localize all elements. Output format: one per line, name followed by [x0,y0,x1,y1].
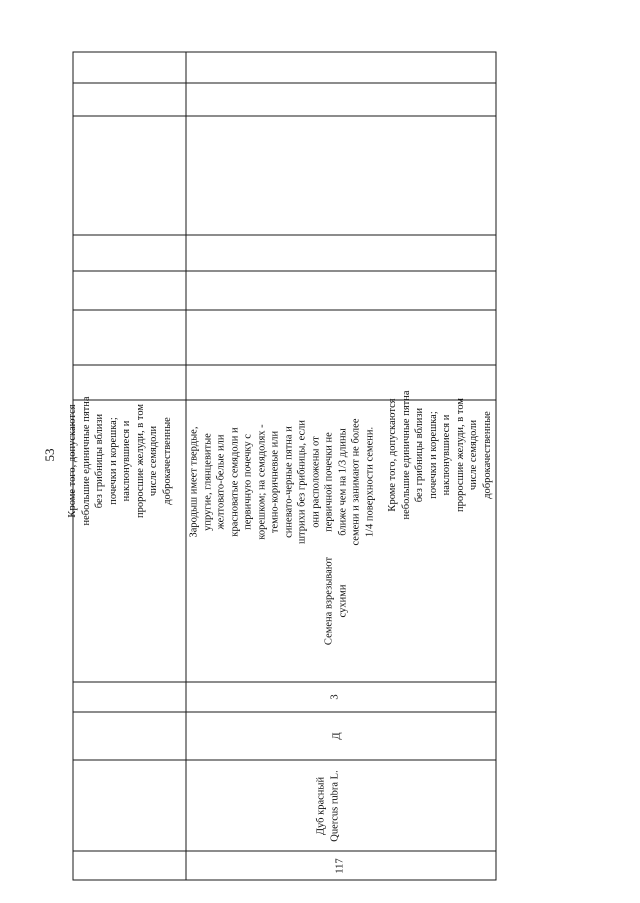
desc-top-line: числе семядоли [148,425,159,497]
condition-line-2: сухими [337,584,348,618]
desc-mid-line: они расположены от [310,436,321,528]
desc-bottom-line: почечки и корешка; [427,411,439,499]
desc-top-line: без грибницы вблизи [94,413,105,509]
desc-top-line: Кроме того, допускаются [67,404,78,518]
desc-mid-line: упругие, глянцевитые [202,433,213,531]
col-d-text: Д [331,732,343,740]
row-number-text: 117 [334,858,346,874]
species-latin-name: Quercus rubra L. [329,770,340,842]
desc-top-line: почечки и корешка; [107,417,119,505]
row-number [333,858,347,873]
desc-top-line: доброкачественные [161,417,173,505]
cutting-condition [323,557,350,645]
description-top-block [66,396,174,525]
desc-mid-line: корешком; на семядолях - [256,424,267,540]
species-name [315,770,342,841]
desc-bottom-line: доброкачественные [481,411,493,499]
desc-mid-line: семени и занимают не более [350,418,362,546]
desc-mid-line: красноватые семядоли и [229,427,240,537]
page-number: 53 [42,448,57,462]
desc-mid-line: первичную почечку с [242,434,254,530]
desc-bottom-line: Кроме того, допускаются [387,398,398,512]
description-embryo-block [188,419,377,546]
desc-mid-line: темно-коричневые или [269,430,281,534]
col-3-value [328,694,342,699]
species-common-name: Дуб красный [315,776,327,836]
desc-top-line: проросшие желуди, в том [134,403,146,519]
col-d-value [330,732,344,739]
desc-mid-line: Зародыш имеет твердые, [188,426,200,538]
desc-mid-line: штрихи без грибницы, если [296,419,308,545]
desc-bottom-line: числе семядоли [468,419,479,491]
desc-mid-line: ближе чем на 1/3 длины [337,428,348,536]
desc-bottom-line: без грибницы вблизи [414,407,425,503]
desc-mid-line: желтовато-белые или [215,434,227,530]
desc-top-line: наклюнувшиеся и [121,420,132,502]
col-3-text: 3 [329,694,341,700]
desc-mid-line: 1/4 поверхности семени. [364,426,375,538]
desc-mid-line: первичной почечки не [323,432,335,532]
description-bottom-block [386,390,494,519]
desc-bottom-line: наклюнувшиеся и [441,414,452,496]
desc-bottom-line: небольшие единичные пятна [400,390,412,520]
desc-bottom-line: проросшие желуди, в том [454,397,466,513]
desc-top-line: небольшие единичные пятна [80,396,92,526]
desc-mid-line: синевато-черные пятна и [283,426,294,538]
condition-line-1: Семена взрезывают [323,556,335,646]
